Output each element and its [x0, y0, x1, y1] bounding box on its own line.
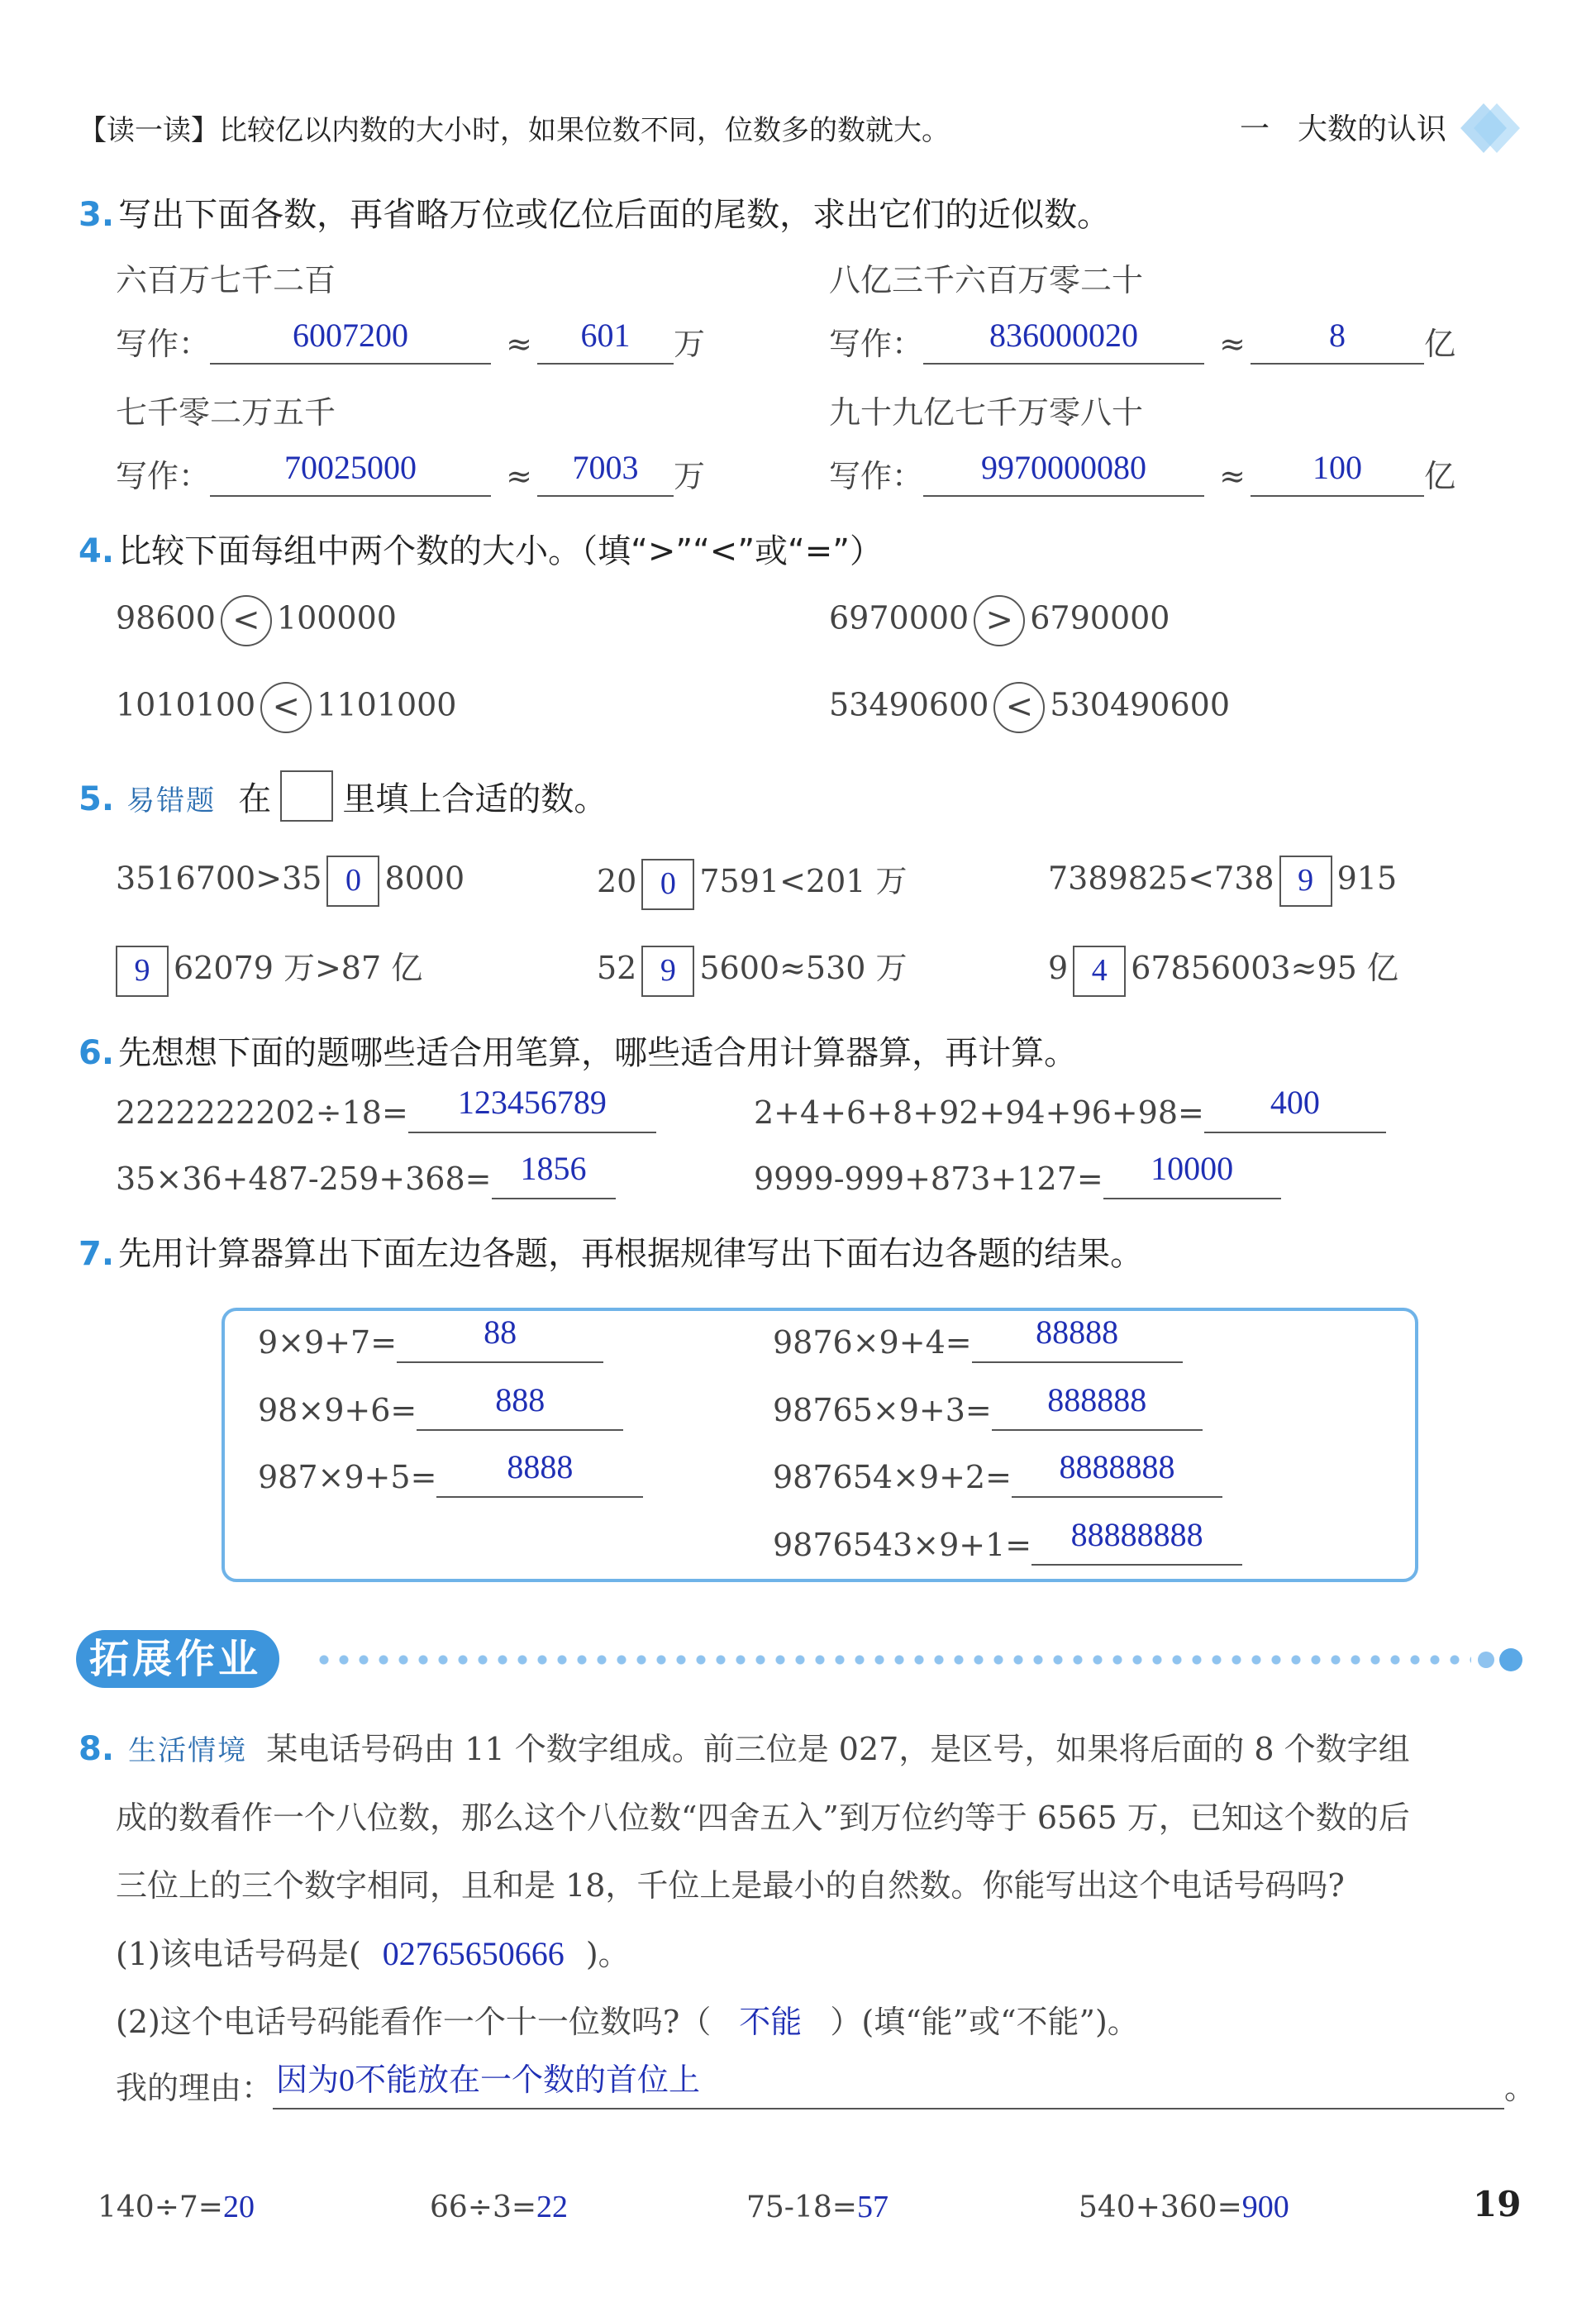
q8-text-1: 某电话号码由 11 个数字组成。前三位是 027，是区号，如果将后面的 8 个数字组 [266, 1731, 1410, 1767]
q4-pair-4: 53490600 < 530490600 [829, 682, 1230, 733]
q7-answer-blank[interactable]: 888888 [992, 1390, 1203, 1431]
write-label: 写作： [829, 326, 924, 362]
section-dot-end-small [1478, 1652, 1494, 1668]
q8-line-1 [79, 1723, 1410, 1769]
diamond-icon [1459, 99, 1525, 157]
q6-item-1: 2222222202÷18= 123456789 [116, 1093, 656, 1133]
approx-sign: ≈ [1219, 326, 1246, 362]
q4-pair-3: 1010100 < 1101000 [116, 682, 457, 733]
footer-calc-3: 75-18=57 [746, 2190, 889, 2224]
approx-sign: ≈ [506, 326, 532, 362]
q5-item-6: 9 4 67856003≈95 亿 [1048, 942, 1398, 997]
compare-circle[interactable]: > [974, 595, 1025, 646]
q6-title: 先想想下面的题哪些适合用笔算，哪些适合用计算器算，再计算。 [118, 1034, 1078, 1072]
q3-words-4: 九十九亿七千万零八十 [829, 394, 1144, 431]
reading-tip: 【读一读】比较亿以内数的大小时，如果位数不同，位数多的数就大。 [79, 114, 950, 147]
q8-phone-answer[interactable]: 02765650666 [382, 1935, 565, 1972]
q3-approx-blank-2[interactable]: 8 [1251, 324, 1424, 365]
q3-unit-3: 万 [673, 458, 705, 494]
q3-approx-blank-4[interactable]: 100 [1251, 456, 1424, 497]
q5-item-4: 9 62079 万>87 亿 [111, 942, 422, 997]
q7-answer-blank[interactable]: 88 [397, 1323, 603, 1363]
write-label: 写作： [116, 326, 211, 362]
q4-pair-1: 98600 < 100000 [116, 595, 397, 646]
answer-box[interactable]: 9 [641, 946, 694, 997]
q8-text-3: 三位上的三个数字相同，且和是 18，千位上是最小的自然数。你能写出这个电话号码吗? [116, 1867, 1345, 1904]
answer-box[interactable]: 4 [1073, 946, 1126, 997]
page-number: 19 [1473, 2184, 1522, 2224]
q3-written-blank-2[interactable]: 836000020 [923, 324, 1204, 365]
q3-words-1: 六百万七千二百 [116, 262, 336, 298]
q7-answer-blank[interactable]: 8888888 [1012, 1457, 1222, 1498]
q4-pair-2: 6970000 > 6790000 [829, 595, 1170, 646]
q7-number: 7. [79, 1235, 115, 1273]
q3-written-row-2 [829, 318, 1455, 365]
q3-written-blank-4[interactable]: 9970000080 [923, 456, 1204, 497]
q3-heading [79, 188, 1110, 236]
footer-calc-2: 66÷3=22 [430, 2190, 569, 2224]
q3-written-row-4 [829, 450, 1455, 497]
q6-answer-blank-1[interactable]: 123456789 [408, 1093, 656, 1133]
unit-dash: 一 [1240, 112, 1270, 146]
q5-tag: 易错题 [126, 784, 217, 818]
q3-approx-blank-3[interactable]: 7003 [537, 456, 674, 497]
section-title: 拓展作业 [89, 1636, 262, 1682]
q3-written-blank-3[interactable]: 70025000 [210, 456, 491, 497]
q5-title-post: 里填上合适的数。 [342, 780, 607, 818]
section-dot-end-large [1499, 1648, 1522, 1671]
q7-answer-blank[interactable]: 888 [417, 1390, 623, 1431]
q7-left-2: 98×9+6= 888 [258, 1390, 623, 1431]
q3-unit-1: 万 [673, 326, 705, 362]
q7-answer-blank[interactable]: 88888 [972, 1323, 1183, 1363]
q6-item-2: 2+4+6+8+92+94+96+98= 400 [754, 1093, 1386, 1133]
compare-circle[interactable]: < [260, 682, 312, 733]
q3-number: 3. [79, 196, 115, 234]
compare-circle[interactable]: < [221, 595, 272, 646]
q3-written-row-1 [116, 318, 705, 365]
q6-answer-blank-2[interactable]: 400 [1204, 1093, 1386, 1133]
q6-number: 6. [79, 1034, 115, 1072]
q5-item-5: 52 9 5600≈530 万 [597, 942, 908, 997]
answer-box[interactable]: 0 [641, 859, 694, 910]
q8-part-1: (1)该电话号码是( 02765650666 )。 [116, 1935, 630, 1972]
write-label: 写作： [829, 458, 924, 494]
q4-number: 4. [79, 532, 115, 570]
q3-unit-2: 亿 [1423, 326, 1455, 362]
q8-part-2: (2)这个电话号码能看作一个十一位数吗?（ 不能 ）(填“能”或“不能”)。 [116, 2004, 1139, 2040]
q5-item-3: 7389825<738 9 915 [1048, 856, 1397, 907]
footer-calc-4: 540+360=900 [1079, 2190, 1289, 2224]
q5-item-1: 3516700>35 0 8000 [116, 856, 465, 907]
write-label: 写作： [116, 458, 211, 494]
q7-right-3: 987654×9+2= 8888888 [773, 1457, 1222, 1498]
q7-right-2: 98765×9+3= 888888 [773, 1390, 1203, 1431]
q3-written-blank-1[interactable]: 6007200 [210, 324, 491, 365]
q3-unit-4: 亿 [1423, 458, 1455, 494]
answer-box[interactable]: 9 [1279, 856, 1332, 907]
q7-right-1: 9876×9+4= 88888 [773, 1323, 1183, 1363]
q7-heading [79, 1228, 1143, 1275]
q7-left-3: 987×9+5= 8888 [258, 1457, 643, 1498]
q8-reason-label: 我的理由： [116, 2070, 274, 2106]
q3-words-2: 八亿三千六百万零二十 [829, 262, 1144, 298]
q5-number: 5. [79, 780, 115, 818]
q3-words-3: 七千零二万五千 [116, 394, 336, 431]
q7-title: 先用计算器算出下面左边各题，再根据规律写出下面右边各题的结果。 [118, 1235, 1144, 1273]
q6-item-4: 9999-999+873+127= 10000 [754, 1159, 1281, 1199]
q8-can-answer[interactable]: 不能 [739, 2005, 803, 2040]
q6-item-3: 35×36+487-259+368= 1856 [116, 1159, 616, 1199]
q6-answer-blank-4[interactable]: 10000 [1103, 1159, 1281, 1199]
q8-number: 8. [79, 1730, 115, 1768]
q8-reason: 我的理由： 因为0不能放在一个数的首位上 。 [116, 2062, 1536, 2109]
q8-tag: 生活情境 [128, 1734, 248, 1767]
q5-title-pre: 在 [238, 780, 272, 818]
q6-answer-blank-3[interactable]: 1856 [492, 1159, 616, 1199]
answer-box[interactable]: 0 [326, 856, 379, 907]
unit-title: 大数的认识 [1298, 112, 1447, 146]
footer-calc-1: 140÷7=20 [98, 2190, 255, 2224]
q7-left-1: 9×9+7= 88 [258, 1323, 603, 1363]
section-dots [314, 1655, 1471, 1665]
q7-answer-blank[interactable]: 88888888 [1031, 1525, 1242, 1566]
q5-heading [79, 770, 607, 822]
q5-item-2: 20 0 7591<201 万 [597, 856, 908, 910]
compare-circle[interactable]: < [993, 682, 1045, 733]
q7-answer-blank[interactable]: 8888 [436, 1457, 643, 1498]
sample-box-icon [280, 770, 333, 822]
q8-text-2: 成的数看作一个八位数，那么这个八位数“四舍五入”到万位约等于 6565 万，已知这个数的后 [116, 1800, 1410, 1836]
q6-heading [79, 1027, 1077, 1074]
approx-sign: ≈ [506, 458, 532, 494]
q8-reason-blank[interactable]: 因为0不能放在一个数的首位上 [273, 2062, 1504, 2109]
q3-written-row-3 [116, 450, 705, 497]
q4-heading [79, 525, 883, 572]
q3-approx-blank-1[interactable]: 601 [537, 324, 674, 365]
q7-right-4: 9876543×9+1= 88888888 [773, 1525, 1242, 1566]
answer-box[interactable]: 9 [116, 946, 169, 997]
q3-title: 写出下面各数，再省略万位或亿位后面的尾数，求出它们的近似数。 [118, 196, 1111, 234]
q4-title: 比较下面每组中两个数的大小。（填“>”“<”或“=”） [118, 532, 884, 570]
section-banner [76, 1630, 279, 1688]
approx-sign: ≈ [1219, 458, 1246, 494]
